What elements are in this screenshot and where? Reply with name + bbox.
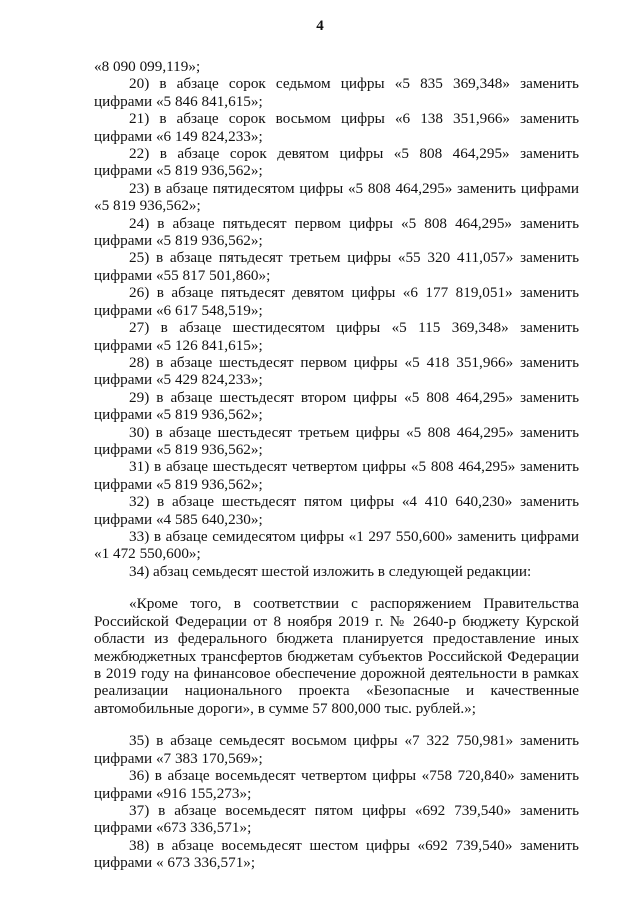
paragraph-item-35: 35) в абзаце семьдесят восьмом цифры «7 322 750,981» заменить цифрами «7 383 170,569»; — [94, 732, 579, 767]
paragraph-item-26: 26) в абзаце пятьдесят девятом цифры «6 177 819,051» заменить цифрами «6 617 548,519»; — [94, 284, 579, 319]
page-number: 4 — [316, 18, 324, 34]
paragraph-item-29: 29) в абзаце шестьдесят втором цифры «5 808 464,295» заменить цифрами «5 819 936,562»; — [94, 388, 579, 424]
quoted-paragraph: «Кроме того, в соответствии с распоряжением Правительства Российской Федерации от 8 ноября 2019 г. № 2640-р бюджету Курской области из федерального бюджета планируется предоставление иных межбюджетных трансфертов бюджетам субъектов Российской Федерации в 2019 году на финансовое обеспечение дорожной деятельности в рамках реализации национального проекта «Безопасные и качественные автомобильные дороги», в сумме 57 800,000 тыс. рублей.»; — [94, 595, 579, 717]
paragraph-item-21: 21) в абзаце сорок восьмом цифры «6 138 351,966» заменить цифрами «6 149 824,233»; — [94, 110, 579, 145]
paragraph-item-38: 38) в абзаце восемьдесят шестом цифры «692 739,540» заменить цифрами « 673 336,571»; — [94, 836, 579, 872]
document-body — [94, 58, 579, 872]
paragraph-item-33: 33) в абзаце семидесятом цифры «1 297 550,600» заменить цифрами «1 472 550,600»; — [94, 527, 579, 563]
paragraph-item-27: 27) в абзаце шестидесятом цифры «5 115 369,348» заменить цифрами «5 126 841,615»; — [94, 319, 579, 354]
paragraph-item-30: 30) в абзаце шестьдесят третьем цифры «5 808 464,295» заменить цифрами «5 819 936,562»; — [94, 423, 579, 458]
paragraph-item-20: 20) в абзаце сорок седьмом цифры «5 835 369,348» заменить цифрами «5 846 841,615»; — [94, 75, 579, 110]
paragraph-item-34: 34) абзац семьдесят шестой изложить в следующей редакции: — [129, 562, 532, 580]
paragraph-item-36: 36) в абзаце восемьдесят четвертом цифры «758 720,840» заменить цифрами «916 155,273»; — [94, 767, 579, 802]
paragraph-item-23: 23) в абзаце пятидесятом цифры «5 808 464,295» заменить цифрами «5 819 936,562»; — [94, 179, 579, 215]
paragraph-item-31: 31) в абзаце шестьдесят четвертом цифры «5 808 464,295» заменить цифрами «5 819 936,562»; — [94, 458, 579, 493]
paragraph-item-32: 32) в абзаце шестьдесят пятом цифры «4 410 640,230» заменить цифрами «4 585 640,230»; — [94, 493, 579, 528]
paragraph-item-24: 24) в абзаце пятьдесят первом цифры «5 808 464,295» заменить цифрами «5 819 936,562»; — [94, 214, 579, 250]
paragraph-item-25: 25) в абзаце пятьдесят третьем цифры «55 320 411,057» заменить цифрами «55 817 501,860»; — [94, 249, 579, 284]
paragraph-item-22: 22) в абзаце сорок девятом цифры «5 808 464,295» заменить цифрами «5 819 936,562»; — [94, 145, 579, 180]
paragraph-item-37: 37) в абзаце восемьдесят пятом цифры «692 739,540» заменить цифрами «673 336,571»; — [94, 802, 579, 837]
paragraph-continuation: «8 090 099,119»; — [94, 58, 201, 75]
paragraph-item-28: 28) в абзаце шестьдесят первом цифры «5 418 351,966» заменить цифрами «5 429 824,233»; — [94, 353, 579, 389]
